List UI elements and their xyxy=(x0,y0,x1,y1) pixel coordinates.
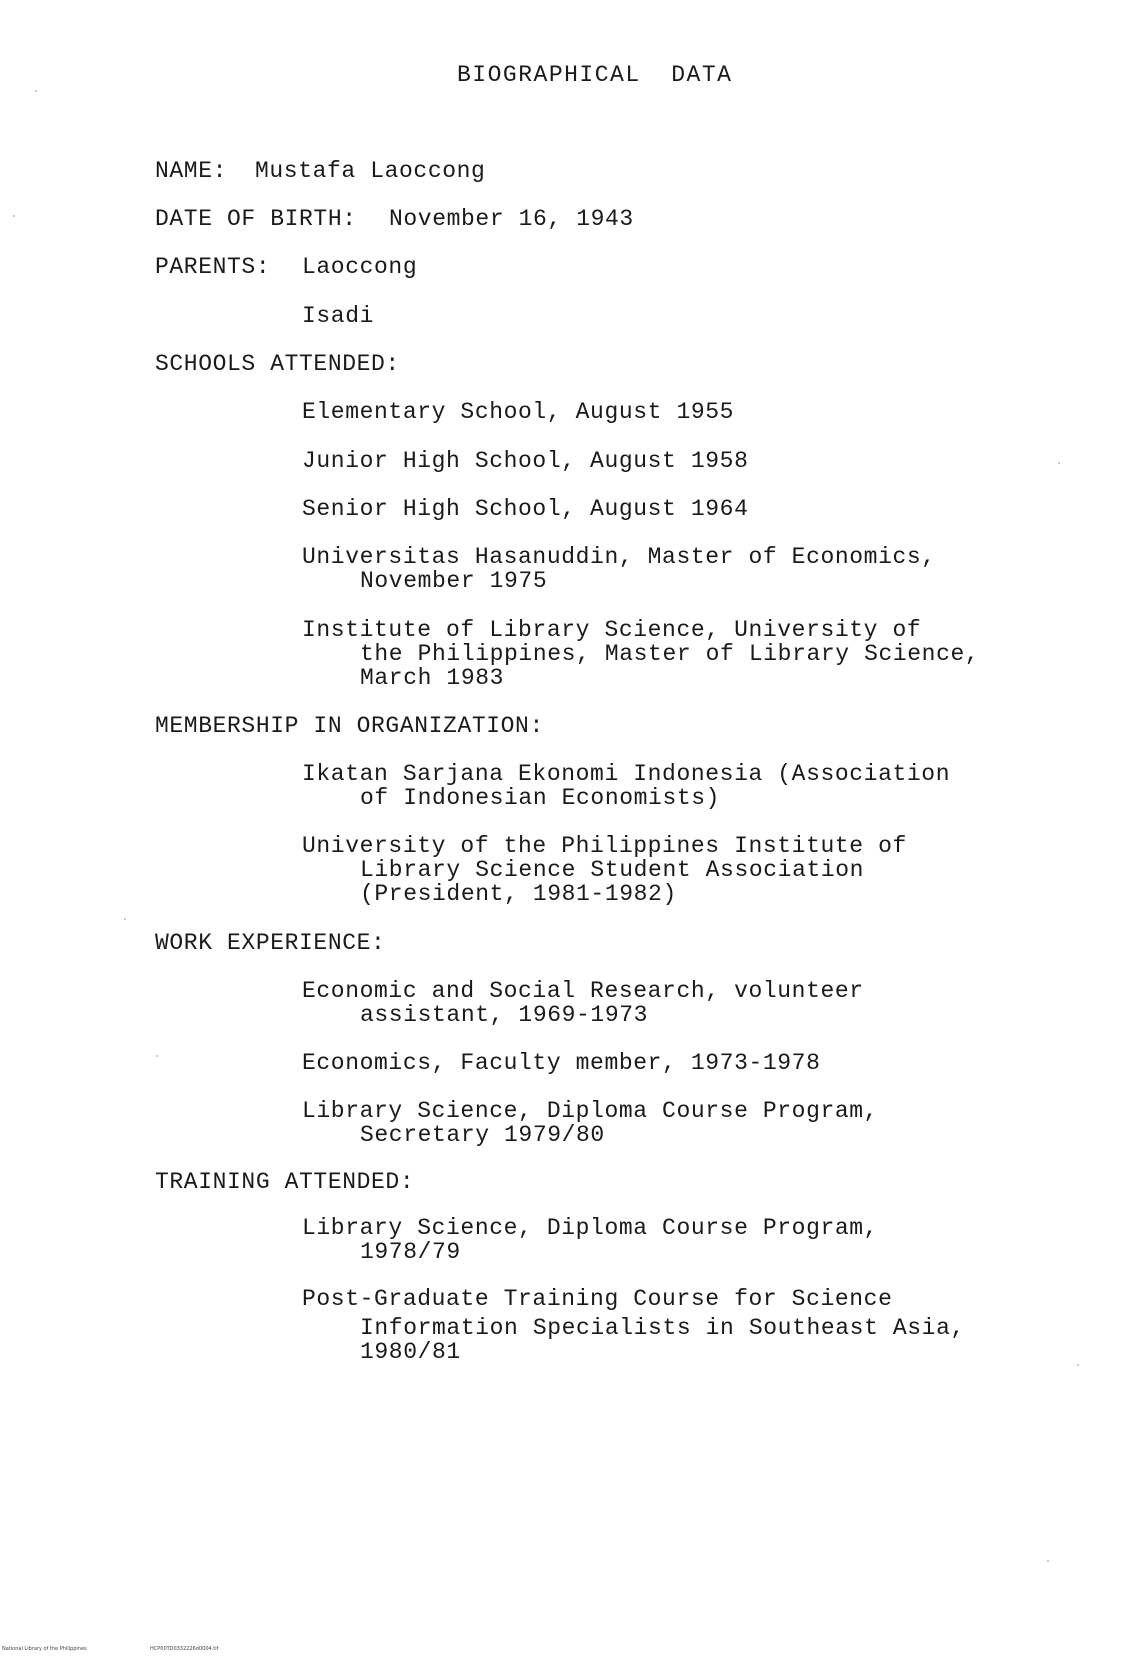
name-label: NAME: xyxy=(155,158,228,184)
work-entry-line: Library Science, Diploma Course Program, xyxy=(302,1098,879,1124)
training-entry-line: Information Specialists in Southeast Asia, xyxy=(360,1315,965,1341)
training-entry-line: 1980/81 xyxy=(360,1339,461,1365)
membership-entry-line: (President, 1981-1982) xyxy=(360,881,677,907)
training-entry-line: 1978/79 xyxy=(360,1239,461,1265)
school-entry-line: March 1983 xyxy=(360,665,505,691)
school-entry-line: Institute of Library Science, University of xyxy=(302,617,922,643)
school-entry-line: Elementary School, August 1955 xyxy=(302,399,735,425)
birth-label: DATE OF BIRTH: xyxy=(155,206,357,232)
work-entry-line: Economics, Faculty member, 1973-1978 xyxy=(302,1050,821,1076)
training-heading: TRAINING ATTENDED: xyxy=(155,1169,415,1195)
scan-speck xyxy=(35,90,37,92)
membership-entry-line: Ikatan Sarjana Ekonomi Indonesia (Association xyxy=(302,761,951,787)
page-title: BIOGRAPHICAL DATA xyxy=(457,62,733,88)
parent-father: Laoccong xyxy=(302,254,418,280)
membership-entry-line: of Indonesian Economists) xyxy=(360,785,721,811)
scan-speck xyxy=(1058,462,1060,464)
school-entry-line: Universitas Hasanuddin, Master of Economics, xyxy=(302,544,936,570)
school-entry-line: Senior High School, August 1964 xyxy=(302,496,749,522)
scan-speck xyxy=(13,215,15,217)
birth-value: November 16, 1943 xyxy=(389,206,634,232)
membership-entry-line: University of the Philippines Institute of xyxy=(302,833,907,859)
work-entry-line: Secretary 1979/80 xyxy=(360,1122,605,1148)
school-entry-line: Junior High School, August 1958 xyxy=(302,448,749,474)
name-value: Mustafa Laoccong xyxy=(255,158,486,184)
footer-file-id: HCP00TD0332226d0004.tif xyxy=(150,1646,219,1652)
scan-speck xyxy=(124,918,126,920)
work-entry-line: Economic and Social Research, volunteer xyxy=(302,978,864,1004)
membership-heading: MEMBERSHIP IN ORGANIZATION: xyxy=(155,713,544,739)
membership-entry-line: Library Science Student Association xyxy=(360,857,865,883)
parents-label: PARENTS: xyxy=(155,254,271,280)
scan-speck xyxy=(156,1055,158,1057)
footer-library-name: National Library of the Philippines xyxy=(2,1646,87,1652)
scan-speck xyxy=(1077,1364,1079,1366)
scan-speck xyxy=(1047,1560,1049,1562)
school-entry-line: the Philippines, Master of Library Science, xyxy=(360,641,980,667)
work-entry-line: assistant, 1969-1973 xyxy=(360,1002,649,1028)
parent-mother: Isadi xyxy=(302,303,375,329)
school-entry-line: November 1975 xyxy=(360,568,548,594)
schools-heading: SCHOOLS ATTENDED: xyxy=(155,351,400,377)
training-entry-line: Library Science, Diploma Course Program, xyxy=(302,1215,879,1241)
work-heading: WORK EXPERIENCE: xyxy=(155,930,386,956)
training-entry-line: Post-Graduate Training Course for Science xyxy=(302,1286,893,1312)
